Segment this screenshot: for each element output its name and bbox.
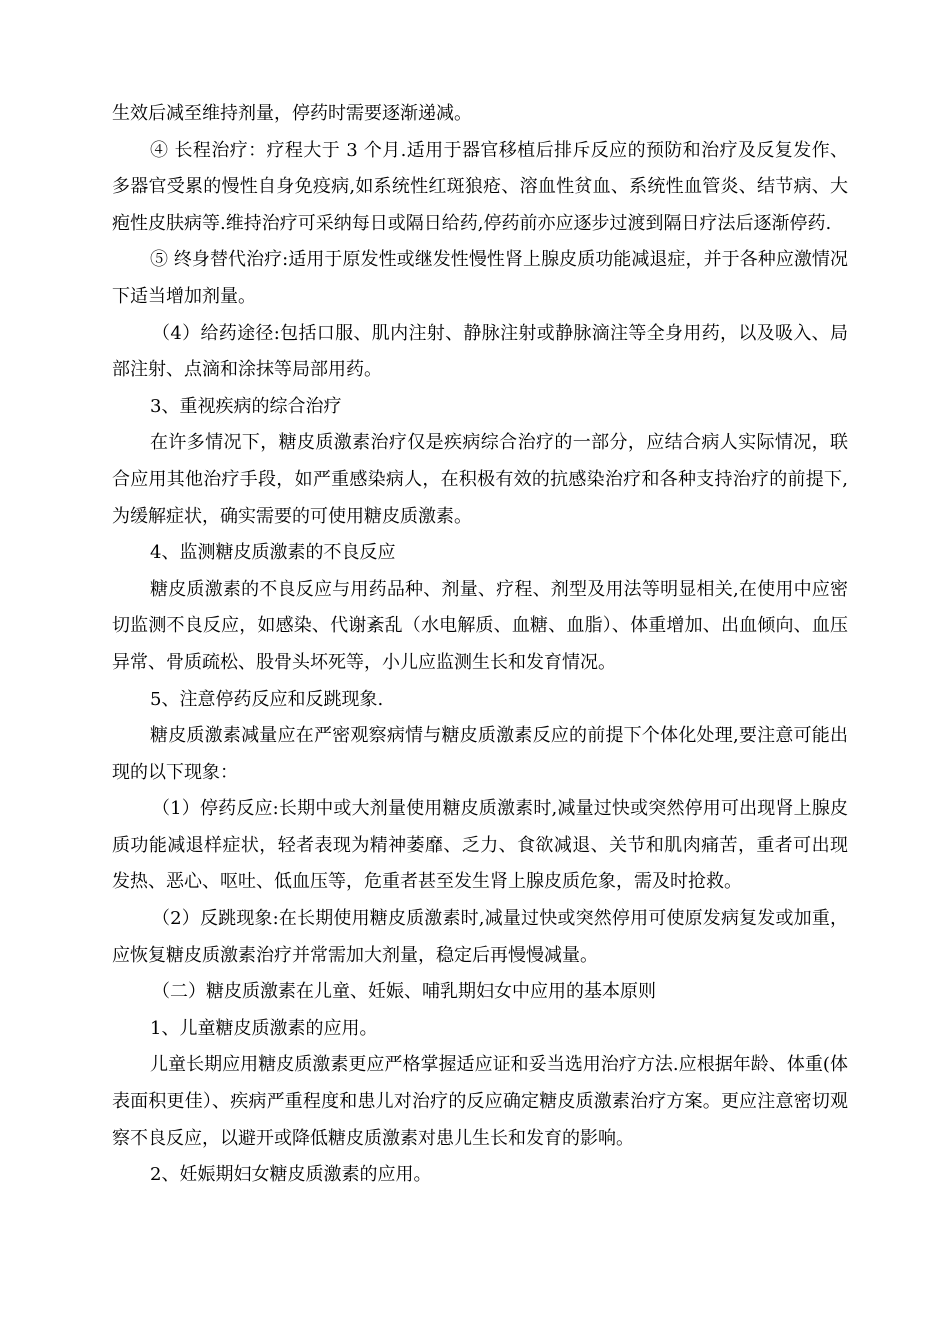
document-body	[112, 96, 848, 1194]
heading-special-populations: （二）糖皮质激素在儿童、妊娠、哺乳期妇女中应用的基本原则	[152, 981, 656, 1003]
heading-adverse-reactions: 4、监测糖皮质激素的不良反应	[150, 542, 396, 564]
paragraph-continuation: 生效后减至维持剂量，停药时需要逐渐递减。	[112, 103, 472, 124]
paragraph-dose-reduction: 糖皮质激素减量应在严密观察病情与糖皮质激素反应的前提下个体化处理,要注意可能出现的以下现象：	[112, 725, 848, 783]
paragraph-administration-route: （4）给药途径:包括口服、肌内注射、静脉注射或静脉滴注等全身用药，以及吸入、局部注射、点滴和涂抹等局部用药。	[112, 322, 848, 381]
heading-pregnancy: 2、妊娠期妇女糖皮质激素的应用。	[150, 1164, 432, 1186]
paragraph-long-term-treatment: ④ 长程治疗：疗程大于 3 个月.适用于器官移植后排斥反应的预防和治疗及反复发作、多器官受累的慢性自身免疫病,如系统性红斑狼疮、溶血性贫血、系统性血管炎、结节病、大疱性皮肤病等.维持治疗可采纳每日或隔日给药,停药前亦应逐步过渡到隔日疗法后逐渐停药.	[112, 139, 848, 234]
heading-children: 1、儿童糖皮质激素的应用。	[150, 1017, 378, 1039]
paragraph-children: 儿童长期应用糖皮质激素更应严格掌握适应证和妥当选用治疗方法.应根据年龄、体重(体表面积更佳）、疾病严重程度和患儿对治疗的反应确定糖皮质激素治疗方案。更应注意密切观察不良反应，以避开或降低糖皮质激素对患儿生长和发育的影响。	[112, 1054, 848, 1149]
paragraph-rebound-phenomenon: （2）反跳现象:在长期使用糖皮质激素时,减量过快或突然停用可使原发病复发或加重，应恢复糖皮质激素治疗并常需加大剂量，稳定后再慢慢减量。	[112, 908, 848, 966]
heading-comprehensive-treatment: 3、重视疾病的综合治疗	[150, 395, 342, 417]
paragraph-adverse-reactions: 糖皮质激素的不良反应与用药品种、剂量、疗程、剂型及用法等明显相关,在使用中应密切监测不良反应，如感染、代谢紊乱（水电解质、血糖、血脂）、体重增加、出血倾向、血压异常、骨质疏松、股骨头坏死等，小儿应监测生长和发育情况。	[112, 578, 848, 673]
paragraph-withdrawal-reaction: （1）停药反应:长期中或大剂量使用糖皮质激素时,减量过快或突然停用可出现肾上腺皮质功能减退样症状，轻者表现为精神萎靡、乏力、食欲减退、关节和肌肉痛苦，重者可出现发热、恶心、呕吐、低血压等，危重者甚至发生肾上腺皮质危象，需及时抢救。	[112, 798, 848, 893]
heading-withdrawal-rebound: 5、注意停药反应和反跳现象.	[150, 688, 384, 710]
paragraph-comprehensive-treatment: 在许多情况下，糖皮质激素治疗仅是疾病综合治疗的一部分，应结合病人实际情况，联合应用其他治疗手段，如严重感染病人，在积极有效的抗感染治疗和各种支持治疗的前提下,为缓解症状，确实需要的可使用糖皮质激素。	[112, 432, 848, 527]
paragraph-lifelong-replacement: ⑤ 终身替代治疗:适用于原发性或继发性慢性肾上腺皮质功能减退症，并于各种应激情况下适当增加剂量。	[112, 249, 848, 307]
